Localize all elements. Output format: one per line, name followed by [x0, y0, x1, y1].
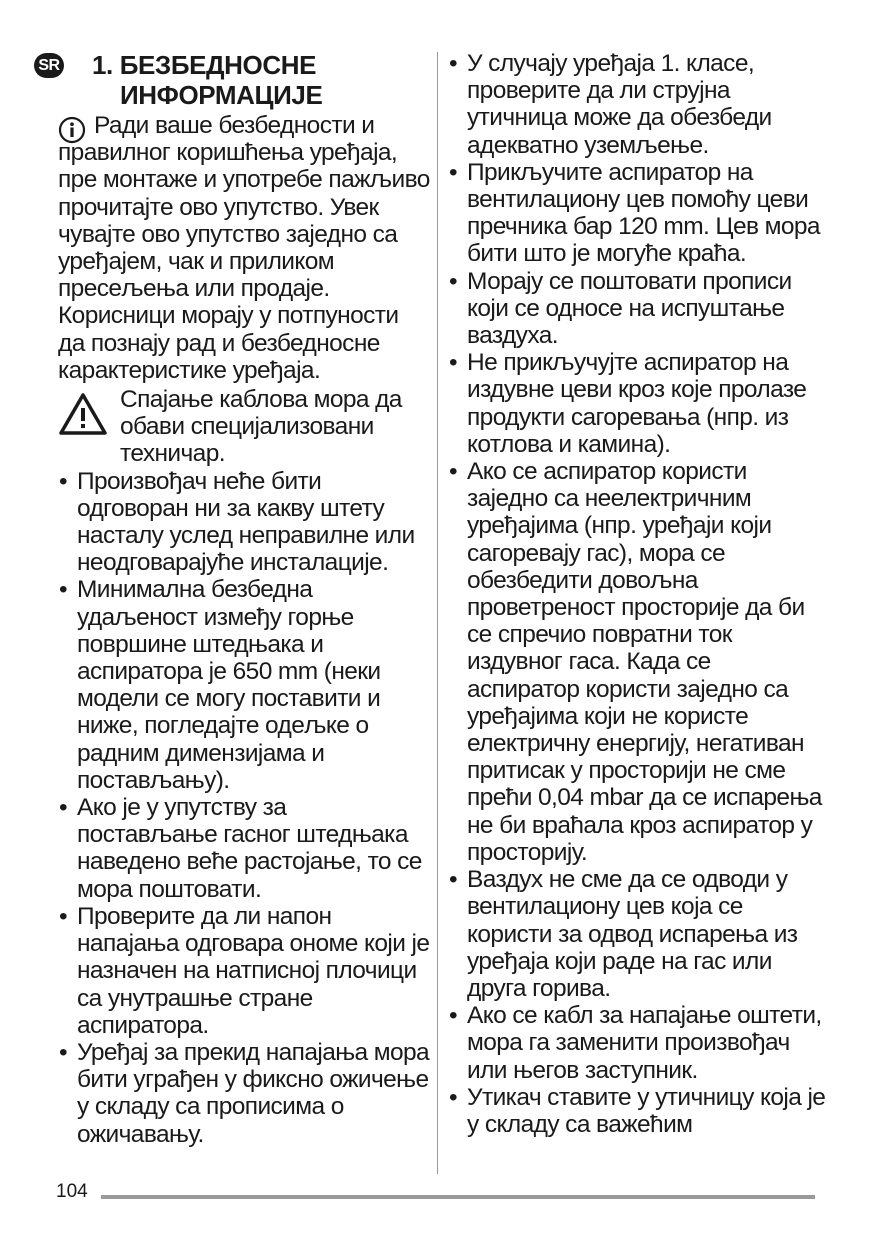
section-heading	[38, 50, 430, 110]
list-item: • Проверите да ли напон напајања одговара ономе који је назначен на натписној плочици са унутрашње стране аспиратора.	[58, 903, 430, 1039]
warning-triangle-icon	[58, 392, 108, 436]
intro-text: Ради ваше безбедности и правилног коришћења уређаја, пре монтаже и употребе пажљиво прочитајте ово упутство. Увек чувајте ово упутство заједно са уређајем, чак и приликом пресељења или продаје. Корисници морају у потпуности да познају рад и безбедносне карактеристике уређаја.	[58, 112, 430, 384]
list-item: • Ако се кабл за напајање оштети, мора га заменити произвођач или његов заступник.	[448, 1002, 828, 1084]
list-item: • Ако се аспиратор користи заједно са неелектричним уређајима (нпр. уређаји који сагоревају гас), мора се обезбедити довољна проветреност просторије да би се спречио повратни ток издувног гаса. Када се аспиратор користи заједно са уређајима који не користе електричну енергију, негативан притисак у просторији не сме прећи 0,04 mbar да се испарења не би враћала кроз аспиратор у просторију.	[448, 458, 828, 866]
column-divider	[437, 52, 438, 1174]
list-item: • Прикључите аспиратор на вентилациону цев помоћу цеви пречника бар 120 mm. Цев мора бити што је могуће краћа.	[448, 159, 828, 268]
left-column	[38, 50, 430, 1148]
intro-paragraph-block	[58, 112, 430, 384]
list-item: • Не прикључујте аспиратор на издувне цеви кроз које пролазе продукти сагоревања (нпр. из котлова и камина).	[448, 349, 828, 458]
page-footer	[56, 1180, 816, 1204]
footer-rule	[101, 1195, 815, 1199]
list-item: • Произвођач неће бити одговоран ни за какву штету насталу услед неправилне или неодговарајуће инсталације.	[58, 468, 430, 577]
info-circle-icon	[58, 116, 86, 144]
right-bullet-list	[448, 50, 828, 1138]
language-badge: SR	[34, 53, 64, 78]
warning-text: Спајање каблова мора да обави специјализовани техничар.	[120, 386, 402, 468]
list-item: • Ваздух не сме да се одводи у вентилациону цев која се користи за одвод испарења из уређаја који раде на гас или друга горива.	[448, 866, 828, 1002]
list-item: • У случају уређаја 1. класе, проверите да ли струјна утичница може да обезбеди адекватно уземљење.	[448, 50, 828, 159]
page-number: 104	[56, 1181, 88, 1202]
section-title-line-2: ИНФОРМАЦИЈЕ	[120, 80, 323, 110]
list-item: • Минимална безбедна удаљеност између горње површине штедњака и аспиратора је 650 mm (неки модели се могу поставити и ниже, погледајте одељке о радним димензијама и постављању).	[58, 576, 430, 794]
warning-block	[58, 386, 430, 468]
right-column	[448, 50, 828, 1138]
list-item: • Морају се поштовати прописи који се односе на испуштање ваздуха.	[448, 268, 828, 350]
list-item: • Ако је у упутству за постављање гасног штедњака наведено веће растојање, то се мора поштовати.	[58, 794, 430, 903]
list-item: • Уређај за прекид напајања мора бити уграђен у фиксно ожичење у складу са прописима о ожичавању.	[58, 1039, 430, 1148]
list-item: • Утикач ставите у утичницу која је у складу са важећим	[448, 1084, 828, 1138]
left-bullet-list	[58, 468, 430, 1148]
section-title-line-1: 1. БЕЗБЕДНОСНЕ	[92, 50, 317, 80]
